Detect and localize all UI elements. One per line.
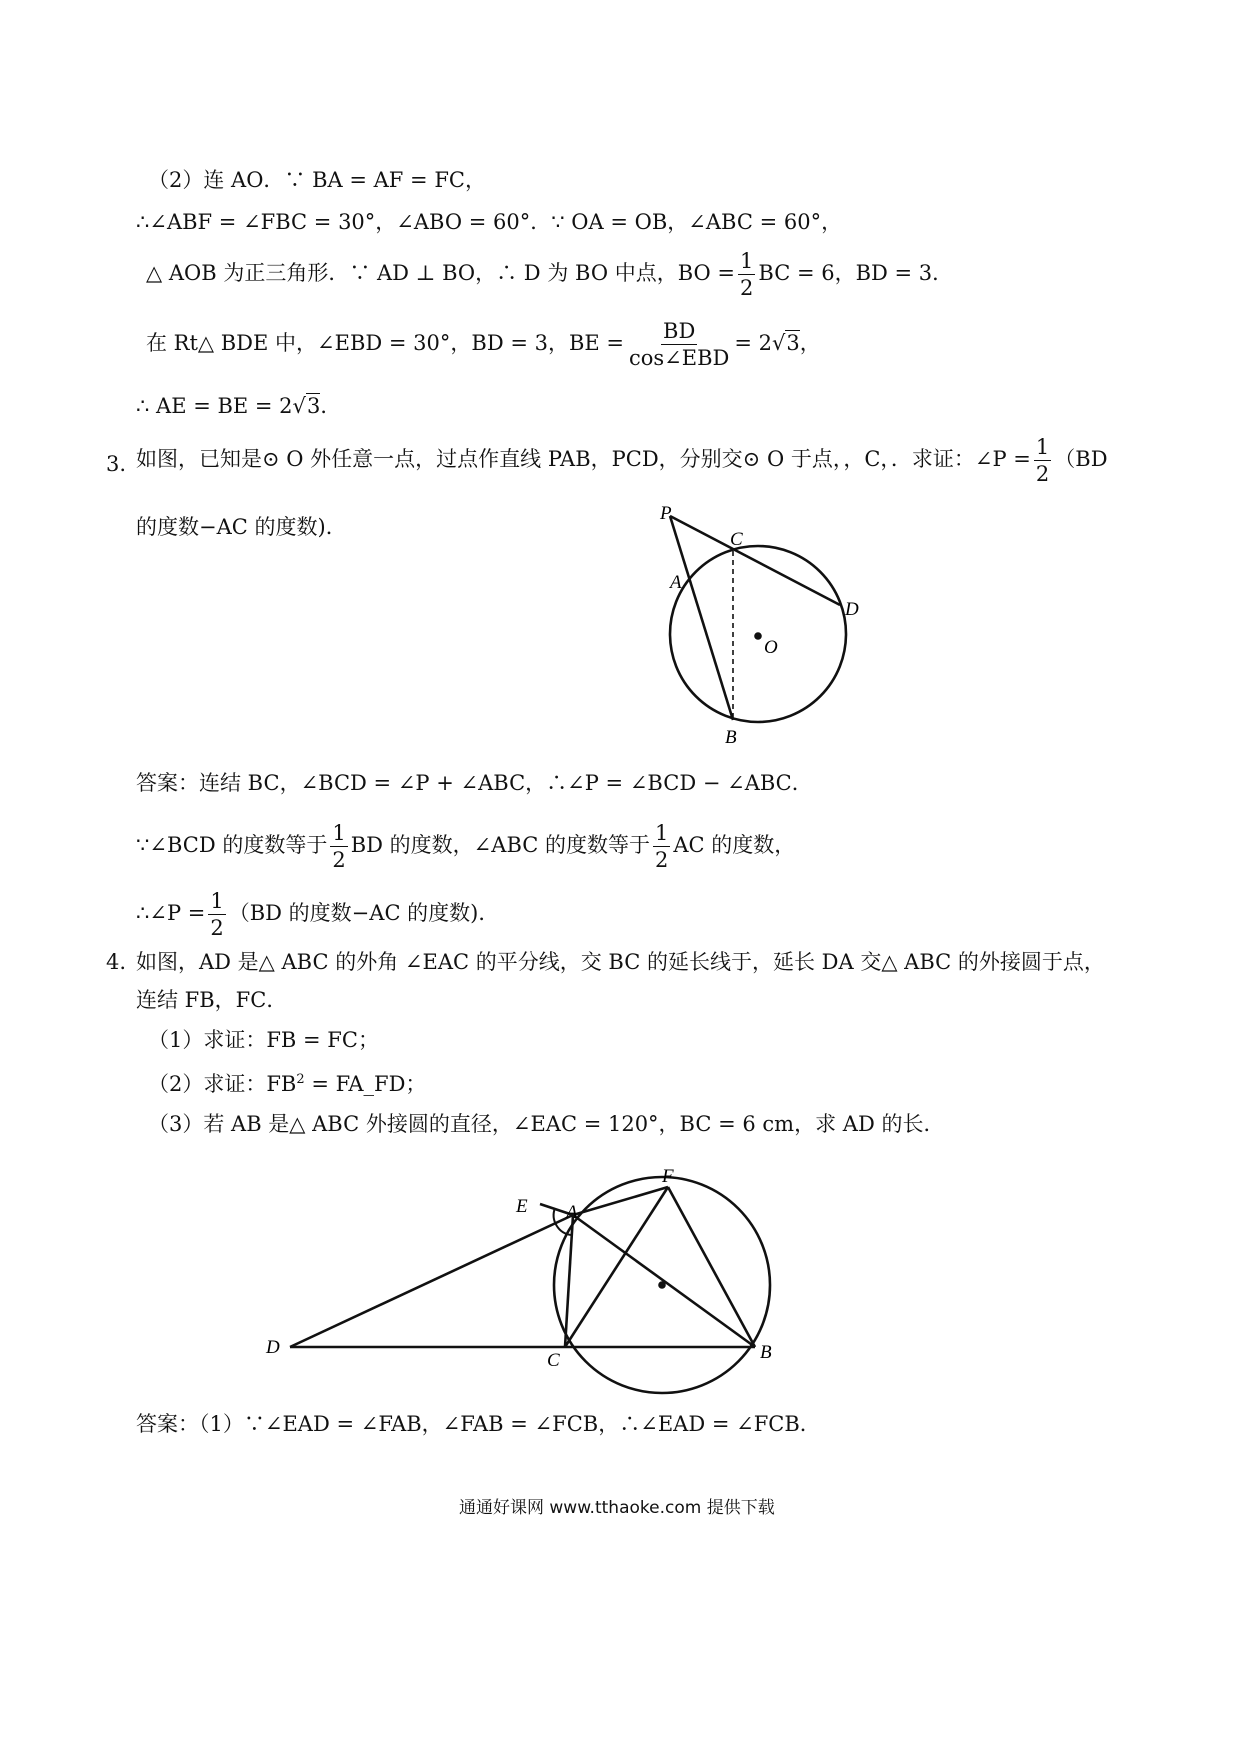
answer-text-b: BD 的度数，∠ABC 的度数等于 (350, 833, 651, 857)
solution-line-3 (146, 248, 953, 301)
fraction-denominator: 2 (1035, 462, 1050, 486)
line-pcd (670, 516, 840, 605)
label-b: B (760, 1342, 772, 1363)
question-4-line-1: 如图，AD 是△ ABC 的外角 ∠EAC 的平分线，交 BC 的延长线于，延长 DA 交△ ABC 的外接圆于点， (136, 950, 1105, 974)
sqrt-radicand: 3 (786, 331, 800, 355)
answer-text-c: AC 的度数， (673, 833, 796, 857)
diameter-ab (573, 1215, 755, 1347)
solution-line-5 (136, 392, 341, 420)
solution-line-1: （2）连 AO．∵ BA = AF = FC， (148, 168, 486, 192)
part-2-text-b: = FA_FD； (304, 1072, 427, 1096)
label-b: B (725, 727, 737, 748)
fraction-denominator: 2 (655, 848, 669, 872)
solution-line-4-text-b: = 2 (734, 331, 773, 355)
fraction-numerator: 1 (655, 821, 669, 845)
question-3-line-2: 的度数−AC 的度数)． (136, 515, 347, 539)
solution-line-3-text-b: BC = 6，BD = 3． (758, 261, 954, 285)
label-e: E (516, 1196, 528, 1217)
fraction (330, 820, 347, 873)
question-4-line-2: 连结 FB，FC． (136, 988, 288, 1012)
question-3-text-a: 如图，已知是⊙ O 外任意一点，过点作直线 PAB，PCD，分别交⊙ O 于点，，C，．求证：∠P = (136, 447, 1031, 471)
answer-text-a: ∵∠BCD 的度数等于 (136, 833, 328, 857)
label-a: A (566, 1202, 578, 1223)
solution-line-5-text-a: ∴ AE = BE = 2 (136, 394, 293, 418)
question-4-part-2 (148, 1066, 426, 1098)
label-f: F (662, 1166, 674, 1187)
label-c: C (547, 1350, 560, 1371)
superscript: 2 (296, 1072, 305, 1087)
sqrt-sign: √ (292, 394, 306, 418)
solution-line-3-text-a: △ AOB 为正三角形．∵ AD ⊥ BO，∴ D 为 BO 中点，BO = (146, 261, 736, 285)
solution-line-4 (146, 318, 821, 371)
label-a: A (670, 572, 682, 593)
question-4-part-3: （3）若 AB 是△ ABC 外接圆的直径，∠EAC = 120°，BC = 6 cm，求 AD 的长． (148, 1112, 945, 1136)
label-d: D (266, 1337, 280, 1358)
sqrt-radicand: 3 (306, 394, 321, 418)
fraction (738, 248, 755, 301)
answer-text-b: （BD 的度数−AC 的度数)． (228, 901, 500, 925)
question-4-answer-line-1: 答案：（1）∵∠EAD = ∠FAB，∠FAB = ∠FCB，∴∠EAD = ∠FCB． (136, 1412, 821, 1436)
question-4-part-1: （1）求证：FB = FC； (148, 1028, 379, 1052)
line-fc (565, 1187, 668, 1347)
fraction-denominator: 2 (740, 276, 754, 300)
fraction-numerator: 1 (740, 249, 754, 273)
question-3-answer-line-2 (136, 820, 795, 873)
question-3-text-b: （BD (1054, 447, 1108, 471)
solution-line-2: ∴∠ABF = ∠FBC = 30°，∠ABO = 60°．∵ OA = OB，∠ABC = 60°， (136, 210, 843, 234)
center-point (754, 632, 762, 640)
line-pab (670, 516, 733, 720)
label-d: D (845, 599, 859, 620)
label-o: O (764, 637, 778, 658)
part-2-text-a: （2）求证：FB (148, 1072, 297, 1096)
answer-text-a: ∴∠P = (136, 901, 206, 925)
question-3-number: 3. (106, 452, 127, 476)
fraction-denominator: 2 (332, 848, 346, 872)
center-point (658, 1281, 666, 1289)
fraction-numerator: 1 (210, 889, 224, 913)
fraction-denominator: 2 (210, 916, 224, 940)
sqrt-sign: √ (772, 331, 786, 355)
fraction-numerator: BD (663, 319, 696, 343)
line-da (290, 1215, 573, 1347)
question-3-answer-line-1: 答案：连结 BC，∠BCD = ∠P + ∠ABC，∴∠P = ∠BCD − ∠ABC． (136, 771, 813, 795)
fraction (1034, 434, 1051, 487)
fraction-numerator: 1 (1035, 435, 1050, 459)
fraction-denominator: cos∠EBD (629, 346, 730, 370)
label-c: C (730, 529, 743, 550)
question-3-figure (640, 495, 880, 755)
label-p: P (660, 503, 672, 524)
question-4-figure (250, 1160, 810, 1410)
question-3-line-1 (136, 434, 1108, 487)
solution-line-4-text-a: 在 Rt△ BDE 中，∠EBD = 30°，BD = 3，BE = (146, 331, 624, 355)
question-4-number: 4. (106, 950, 127, 974)
page-footer: 通通好课网 www.tthaoke.com 提供下载 (459, 1498, 775, 1518)
solution-line-4-text-c: ， (799, 331, 821, 355)
fraction (653, 820, 670, 873)
fraction (208, 888, 225, 941)
solution-line-5-text-b: ． (320, 394, 342, 418)
question-3-answer-line-3 (136, 888, 499, 941)
fraction-numerator: 1 (332, 821, 346, 845)
fraction (627, 318, 731, 371)
